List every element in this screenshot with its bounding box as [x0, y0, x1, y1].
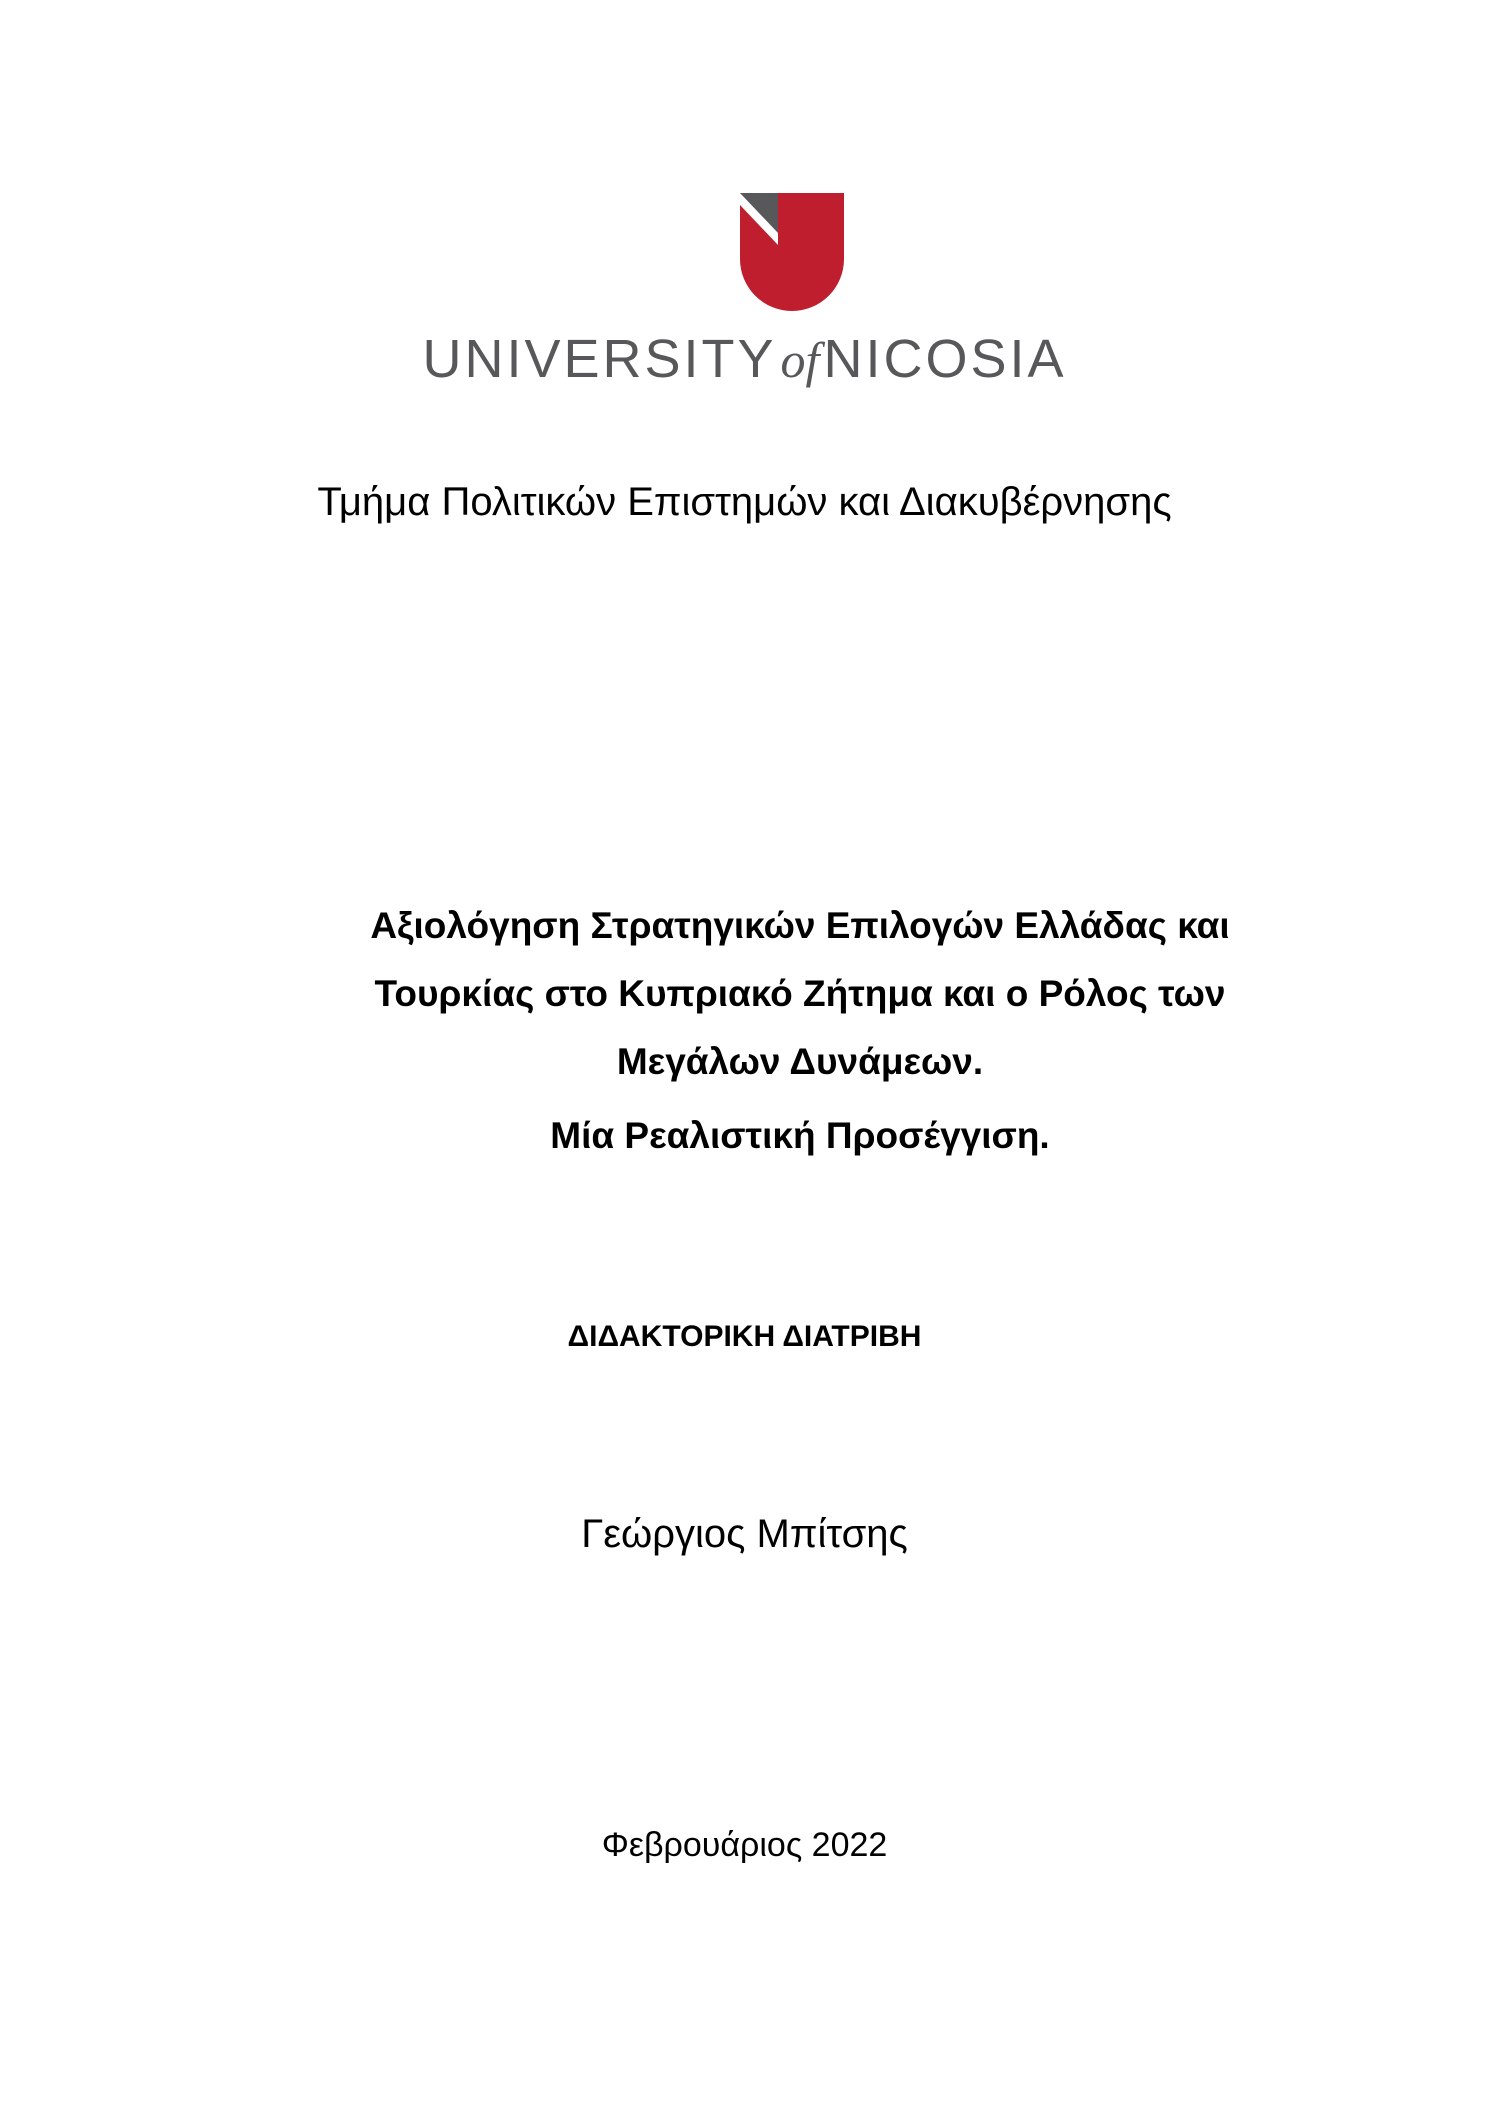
author-name: Γεώργιος Μπίτσης	[581, 1512, 908, 1556]
wordmark-university: UNIVERSITY	[422, 329, 777, 389]
department-name: Τμήμα Πολιτικών Επιστημών και Διακυβέρνησης	[317, 480, 1172, 524]
title-line-1: Αξιολόγηση Στρατηγικών Επιλογών Ελλάδας και	[370, 905, 1230, 946]
thesis-title	[250, 892, 1350, 1170]
title-line-2: Τουρκίας στο Κυπριακό Ζήτημα και ο Ρόλος των	[374, 973, 1226, 1014]
title-line-3: Μεγάλων Δυνάμεων.	[616, 1041, 984, 1082]
logo-red-shield	[740, 193, 844, 311]
university-wordmark	[0, 326, 1489, 393]
thesis-subtitle: Μία Ρεαλιστική Προσέγγιση.	[550, 1115, 1050, 1156]
wordmark-nicosia: NICOSIA	[823, 329, 1067, 389]
university-logo-icon	[740, 193, 844, 311]
thesis-type: ΔΙΔΑΚΤΟΡΙΚΗ ΔΙΑΤΡΙΒΗ	[567, 1320, 922, 1353]
wordmark-of: of	[780, 332, 820, 388]
submission-date: Φεβρουάριος 2022	[601, 1826, 888, 1864]
